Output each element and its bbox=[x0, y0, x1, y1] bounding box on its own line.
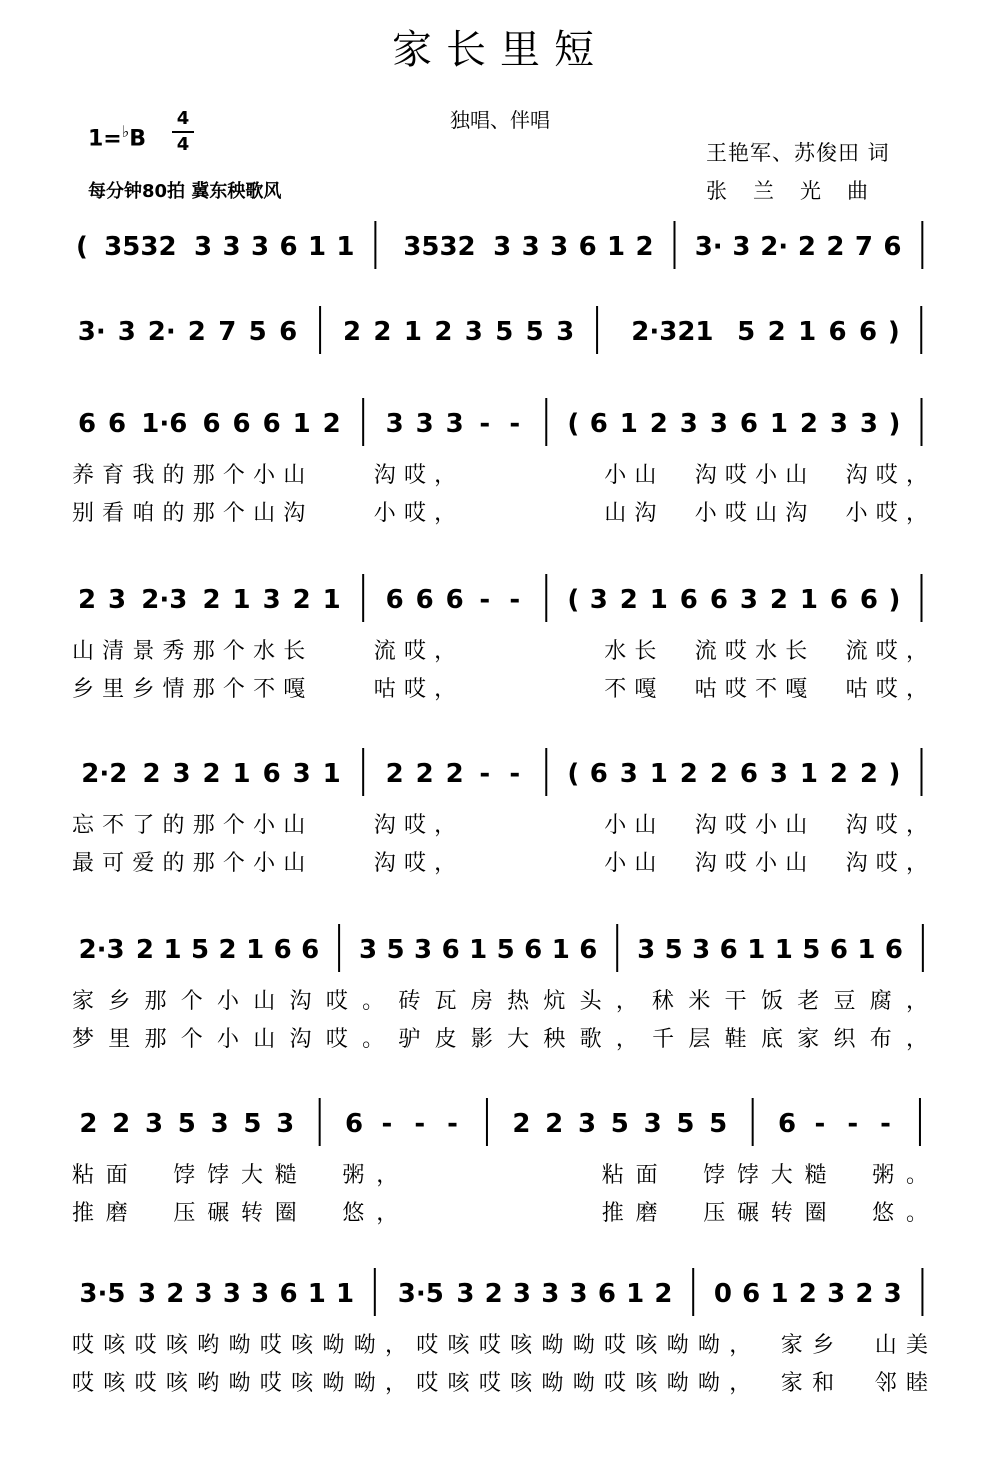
note-digit: 3 bbox=[107, 585, 127, 615]
note-digit: 3532 bbox=[104, 232, 177, 262]
lyric-line: 哎咳哎咳哟呦哎咳呦呦，哎咳哎咳呦呦哎咳呦呦， 家和 邻睦 bbox=[72, 1371, 928, 1396]
note-digit: 1 bbox=[747, 935, 766, 965]
note-digit: 3 bbox=[619, 759, 638, 789]
note-digit: 3 bbox=[709, 409, 728, 439]
extension-dash: - bbox=[479, 585, 491, 615]
note-digit: 3 bbox=[732, 232, 751, 262]
note-digit: 6 bbox=[279, 1279, 298, 1309]
note-digit: 3 bbox=[137, 1279, 157, 1309]
note-digit: 6 bbox=[385, 585, 404, 615]
note-digit: 3 bbox=[210, 1109, 229, 1139]
extension-dash: - bbox=[509, 585, 521, 615]
note-digit: 6 bbox=[883, 232, 902, 262]
note-digit: 2·3 bbox=[78, 935, 125, 965]
note-digit: 2 bbox=[855, 1279, 874, 1309]
note-digit: 6 bbox=[524, 935, 543, 965]
note-digit: 3 bbox=[637, 935, 656, 965]
note-digit: 2 bbox=[445, 759, 464, 789]
note-digit: 3 bbox=[679, 409, 698, 439]
note-digit: 3 bbox=[569, 1279, 588, 1309]
extension-dash: - bbox=[509, 409, 521, 439]
lyric-line: 养育我的那个小山 沟哎， 小山 沟哎小山 沟哎， bbox=[72, 463, 928, 488]
key-note: B bbox=[129, 126, 147, 152]
note-digit: 5 bbox=[664, 935, 683, 965]
note-digit: 6 bbox=[345, 1109, 364, 1139]
note-digit: 1 bbox=[336, 232, 355, 262]
note-digit: 2 bbox=[142, 759, 161, 789]
lyric-line: 乡里乡情那个不嘎 咕哎， 不嘎 咕哎不嘎 咕哎， bbox=[72, 677, 928, 702]
note-digit: 2·2 bbox=[81, 759, 128, 789]
note-digit: 2 bbox=[798, 1279, 817, 1309]
note-digit: 3 bbox=[193, 232, 213, 262]
note-digit: 6 bbox=[679, 585, 698, 615]
note-digit: 3 bbox=[577, 1109, 597, 1139]
note-digit: 2 bbox=[679, 759, 698, 789]
note-digit: 6 bbox=[279, 317, 298, 347]
note-digit: 5 bbox=[495, 317, 514, 347]
lyric-line: 别看咱的那个山沟 小哎， 山沟 小哎山沟 小哎， bbox=[72, 501, 928, 526]
note-digit: 1 bbox=[403, 317, 422, 347]
time-signature-bottom: 4 bbox=[176, 134, 190, 155]
note-digit: 1 bbox=[322, 585, 341, 615]
flat-icon: ♭ bbox=[121, 122, 130, 141]
note-digit: 1 bbox=[770, 1279, 789, 1309]
note-digit: 3 bbox=[521, 232, 540, 262]
note-digit: 2· bbox=[760, 232, 789, 262]
note-digit: 3· bbox=[694, 232, 723, 262]
note-digit: 3·5 bbox=[79, 1279, 126, 1309]
note-digit: 2·3 bbox=[141, 585, 188, 615]
note-digit: 2 bbox=[187, 317, 206, 347]
note-digit: 1 bbox=[799, 585, 818, 615]
note-digit: 3 bbox=[493, 232, 512, 262]
note-digit: 0 bbox=[713, 1279, 732, 1309]
composer-name: 张兰光 bbox=[706, 179, 847, 203]
note-digit: 3 bbox=[144, 1109, 164, 1139]
note-digit: 1 bbox=[307, 232, 327, 262]
note-digit: 3 bbox=[769, 759, 788, 789]
note-digit: 5 bbox=[610, 1109, 629, 1139]
note-digit: 6 bbox=[829, 935, 848, 965]
note-digit: 2 bbox=[202, 759, 221, 789]
note-digit: 1 bbox=[769, 409, 788, 439]
note-digit: 5 bbox=[496, 935, 515, 965]
lyric-line: 推磨 压碾转圈 悠， 推磨 压碾转圈 悠。 bbox=[72, 1201, 928, 1226]
note-digit: 2 bbox=[135, 935, 155, 965]
note-digit: 6 bbox=[107, 409, 127, 439]
note-digit: 3 bbox=[251, 1279, 270, 1309]
note-digit: 6 bbox=[262, 409, 281, 439]
extension-dash: - bbox=[381, 1109, 393, 1139]
note-digit: 1 bbox=[469, 935, 488, 965]
extension-dash: - bbox=[847, 1109, 859, 1139]
note-digit: 2 bbox=[292, 585, 311, 615]
note-digit: 1 bbox=[232, 585, 251, 615]
note-digit: 3 bbox=[414, 935, 433, 965]
note-digit: 3 bbox=[512, 1279, 532, 1309]
song-title: 家长里短 bbox=[392, 27, 608, 73]
note-digit: 1 bbox=[246, 935, 265, 965]
note-digit: 3 bbox=[829, 409, 848, 439]
note-digit: 2 bbox=[769, 585, 788, 615]
note-digit: 6 bbox=[441, 935, 460, 965]
note-digit: 3 bbox=[739, 585, 758, 615]
extension-dash: - bbox=[509, 759, 521, 789]
note-digit: 3 bbox=[464, 317, 483, 347]
note-digit: 1 bbox=[774, 935, 793, 965]
note-digit: 3 bbox=[276, 1109, 295, 1139]
note-digit: 6 bbox=[829, 585, 848, 615]
note-digit: 1 bbox=[322, 759, 341, 789]
note-digit: 5 bbox=[709, 1109, 728, 1139]
note-digit: 3 bbox=[222, 232, 241, 262]
note-digit: 3·5 bbox=[397, 1279, 444, 1309]
lyric-line: 哎咳哎咳哟呦哎咳呦呦，哎咳哎咳呦呦哎咳呦呦， 家乡 山美 bbox=[72, 1333, 928, 1358]
note-digit: 6 bbox=[415, 585, 434, 615]
note-digit: 3 bbox=[643, 1109, 662, 1139]
composer-suffix: 曲 bbox=[847, 179, 868, 203]
note-digit: 3 bbox=[222, 1279, 241, 1309]
lyricist-credit: 王艳军、苏俊田 词 bbox=[706, 141, 890, 165]
repeat-paren: ) bbox=[888, 409, 901, 439]
note-digit: 2 bbox=[218, 935, 237, 965]
note-digit: 3 bbox=[589, 585, 608, 615]
note-digit: 3 bbox=[172, 759, 191, 789]
note-digit: 6 bbox=[589, 759, 608, 789]
key-prefix: 1= bbox=[88, 126, 122, 152]
note-digit: 2 bbox=[635, 232, 654, 262]
note-digit: 2 bbox=[859, 759, 879, 789]
note-digit: 6 bbox=[589, 409, 608, 439]
note-digit: 1 bbox=[607, 232, 626, 262]
note-digit: 3 bbox=[550, 232, 569, 262]
note-digit: 2 bbox=[112, 1109, 131, 1139]
note-digit: 2 bbox=[709, 759, 728, 789]
note-digit: 1 bbox=[857, 935, 876, 965]
note-digit: 3 bbox=[541, 1279, 560, 1309]
note-digit: 2 bbox=[434, 317, 453, 347]
note-digit: 2 bbox=[654, 1279, 673, 1309]
note-digit: 5 bbox=[177, 1109, 196, 1139]
note-digit: 5 bbox=[386, 935, 405, 965]
extension-dash: - bbox=[479, 759, 491, 789]
lyric-line: 粘面 饽饽大糙 粥， 粘面 饽饽大糙 粥。 bbox=[72, 1163, 928, 1188]
note-digit: 6 bbox=[279, 232, 298, 262]
note-digit: 7 bbox=[854, 232, 873, 262]
note-digit: 3 bbox=[194, 1279, 213, 1309]
performance-form: 独唱、伴唱 bbox=[450, 108, 550, 132]
note-digit: 6 bbox=[719, 935, 738, 965]
note-digit: 3 bbox=[827, 1279, 846, 1309]
note-digit: 3 bbox=[456, 1279, 475, 1309]
repeat-paren: ( bbox=[76, 232, 88, 262]
note-digit: 6 bbox=[579, 935, 598, 965]
note-digit: 3· bbox=[77, 317, 106, 347]
note-digit: 3 bbox=[250, 232, 270, 262]
note-digit: 1 bbox=[649, 759, 668, 789]
note-digit: 5 bbox=[676, 1109, 695, 1139]
note-digit: 2 bbox=[797, 232, 817, 262]
note-digit: 1·6 bbox=[141, 409, 188, 439]
lyric-line: 最可爱的那个小山 沟哎， 小山 沟哎小山 沟哎， bbox=[72, 851, 928, 876]
note-digit: 5 bbox=[737, 317, 756, 347]
note-digit: 6 bbox=[828, 317, 847, 347]
repeat-paren: ) bbox=[888, 585, 901, 615]
note-digit: 3 bbox=[859, 409, 879, 439]
note-digit: 2 bbox=[799, 409, 818, 439]
note-digit: 3 bbox=[415, 409, 434, 439]
note-digit: 5 bbox=[525, 317, 544, 347]
note-digit: 2 bbox=[767, 317, 786, 347]
note-digit: 6 bbox=[739, 759, 758, 789]
note-digit: 6 bbox=[858, 317, 878, 347]
note-digit: 3532 bbox=[403, 232, 476, 262]
repeat-paren: ( bbox=[567, 585, 580, 615]
note-digit: 2 bbox=[545, 1109, 564, 1139]
note-digit: 2 bbox=[373, 317, 392, 347]
tempo-marking: 每分钟80拍 冀东秧歌风 bbox=[88, 181, 282, 202]
note-digit: 3 bbox=[445, 409, 464, 439]
note-digit: 2 bbox=[649, 409, 668, 439]
note-digit: 5 bbox=[190, 935, 210, 965]
note-digit: 3 bbox=[556, 317, 575, 347]
note-digit: 6 bbox=[742, 1279, 761, 1309]
note-digit: 1 bbox=[307, 1279, 326, 1309]
note-digit: 3 bbox=[262, 585, 281, 615]
note-digit: 2·321 bbox=[631, 317, 714, 347]
note-digit: 6 bbox=[232, 409, 251, 439]
note-digit: 1 bbox=[619, 409, 638, 439]
note-digit: 2 bbox=[166, 1279, 185, 1309]
note-digit: 6 bbox=[778, 1109, 797, 1139]
note-digit: 3 bbox=[692, 935, 711, 965]
note-digit: 6 bbox=[884, 935, 903, 965]
note-digit: 5 bbox=[248, 317, 267, 347]
note-digit: 1 bbox=[649, 585, 668, 615]
note-digit: 1 bbox=[626, 1279, 645, 1309]
lyric-line: 梦里那个小山沟哎。驴皮影大秧歌，千层鞋底家织布， bbox=[72, 1027, 928, 1052]
note-digit: 1 bbox=[799, 759, 818, 789]
note-digit: 2 bbox=[77, 585, 97, 615]
lyric-line: 山清景秀那个水长 流哎， 水长 流哎水长 流哎， bbox=[72, 639, 928, 664]
note-digit: 2· bbox=[147, 317, 176, 347]
note-digit: 6 bbox=[301, 935, 320, 965]
note-digit: 6 bbox=[445, 585, 464, 615]
note-digit: 6 bbox=[859, 585, 879, 615]
note-digit: 2 bbox=[829, 759, 848, 789]
note-digit: 6 bbox=[578, 232, 597, 262]
note-digit: 1 bbox=[551, 935, 570, 965]
note-digit: 3 bbox=[385, 409, 404, 439]
note-digit: 3 bbox=[292, 759, 311, 789]
note-digit: 2 bbox=[826, 232, 845, 262]
extension-dash: - bbox=[880, 1109, 891, 1139]
note-digit: 5 bbox=[243, 1109, 262, 1139]
lyric-line: 家乡那个小山沟哎。砖瓦房热炕头，秫米干饭老豆腐， bbox=[72, 989, 928, 1014]
note-digit: 6 bbox=[597, 1279, 616, 1309]
note-digit: 6 bbox=[739, 409, 758, 439]
repeat-paren: ) bbox=[887, 317, 900, 347]
repeat-paren: ( bbox=[567, 409, 580, 439]
extension-dash: - bbox=[447, 1109, 458, 1139]
lyric-line: 忘不了的那个小山 沟哎， 小山 沟哎小山 沟哎， bbox=[72, 813, 928, 838]
note-digit: 1 bbox=[336, 1279, 355, 1309]
repeat-paren: ( bbox=[567, 759, 580, 789]
note-digit: 3 bbox=[358, 935, 378, 965]
extension-dash: - bbox=[814, 1109, 826, 1139]
note-digit: 6 bbox=[77, 409, 97, 439]
note-digit: 3 bbox=[883, 1279, 902, 1309]
note-digit: 2 bbox=[342, 317, 362, 347]
note-digit: 2 bbox=[619, 585, 638, 615]
repeat-paren: ) bbox=[888, 759, 901, 789]
note-digit: 6 bbox=[202, 409, 221, 439]
time-signature-top: 4 bbox=[176, 108, 190, 129]
note-digit: 3 bbox=[117, 317, 136, 347]
note-digit: 5 bbox=[802, 935, 821, 965]
note-digit: 1 bbox=[163, 935, 182, 965]
note-digit: 7 bbox=[218, 317, 237, 347]
note-digit: 2 bbox=[415, 759, 434, 789]
note-digit: 2 bbox=[512, 1109, 531, 1139]
note-digit: 2 bbox=[202, 585, 221, 615]
note-digit: 1 bbox=[232, 759, 251, 789]
extension-dash: - bbox=[479, 409, 491, 439]
note-digit: 2 bbox=[484, 1279, 503, 1309]
note-digit: 2 bbox=[79, 1109, 98, 1139]
note-digit: 1 bbox=[798, 317, 817, 347]
note-digit: 2 bbox=[322, 409, 341, 439]
note-digit: 6 bbox=[273, 935, 292, 965]
note-digit: 6 bbox=[709, 585, 728, 615]
note-digit: 2 bbox=[385, 759, 404, 789]
note-digit: 6 bbox=[262, 759, 281, 789]
note-digit: 1 bbox=[292, 409, 311, 439]
extension-dash: - bbox=[414, 1109, 426, 1139]
